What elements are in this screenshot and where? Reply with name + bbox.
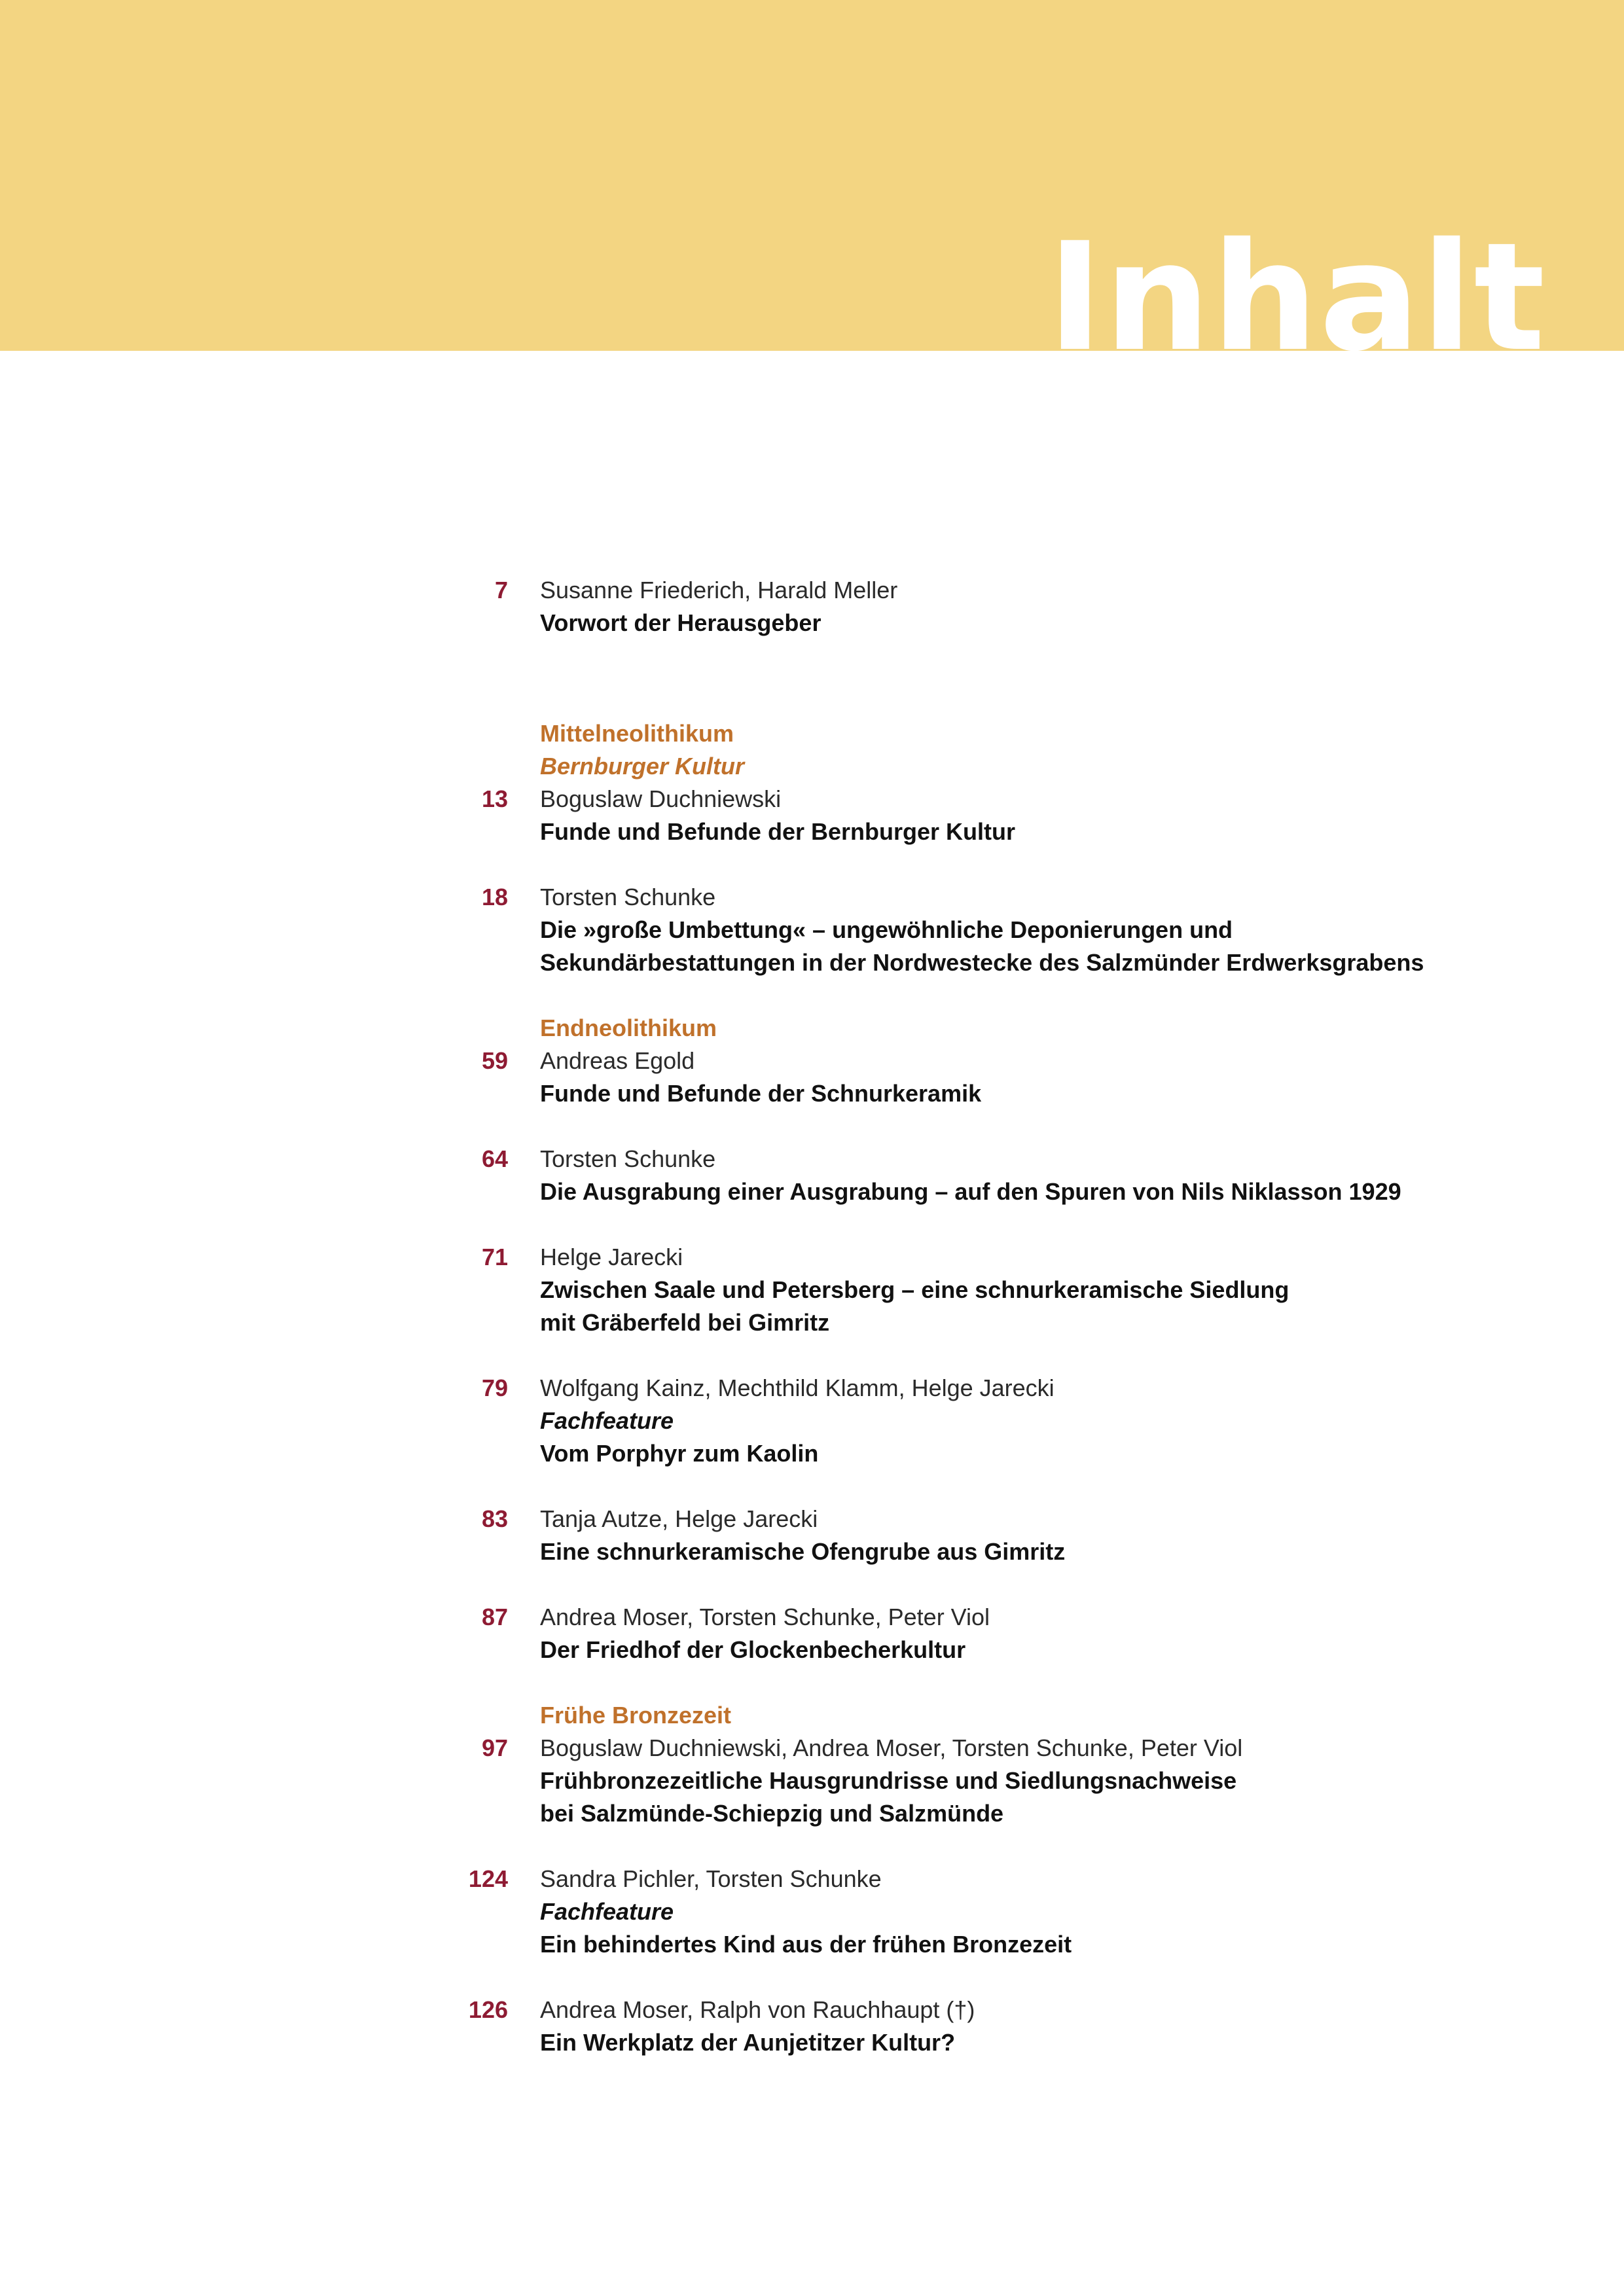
toc-title[interactable]: Vorwort der Herausgeber [540, 609, 821, 636]
toc-section-heading: Frühe Bronzezeit [540, 1702, 732, 1729]
toc-page-number[interactable]: 7 [494, 577, 508, 603]
toc-section-heading: Mittelneolithikum [540, 720, 734, 747]
toc-author: Torsten Schunke [540, 884, 716, 910]
toc-author: Andrea Moser, Torsten Schunke, Peter Viol [540, 1604, 990, 1630]
toc-page-number[interactable]: 59 [481, 1047, 508, 1074]
toc-author: Tanja Autze, Helge Jarecki [540, 1505, 818, 1532]
toc-title[interactable]: Ein Werkplatz der Aunjetitzer Kultur? [540, 2029, 956, 2056]
toc-author: Andreas Egold [540, 1047, 695, 1074]
toc-author: Boguslaw Duchniewski, Andrea Moser, Torsten Schunke, Peter Viol [540, 1734, 1243, 1761]
toc-title[interactable]: Der Friedhof der Glockenbecherkultur [540, 1636, 966, 1663]
toc-feature-label: Fachfeature [540, 1898, 674, 1925]
toc-author: Sandra Pichler, Torsten Schunke [540, 1865, 882, 1892]
header-band [0, 0, 1624, 351]
toc-author: Boguslaw Duchniewski [540, 785, 782, 812]
toc-title[interactable]: Die »große Umbettung« – ungewöhnliche Deponierungen und [540, 916, 1233, 943]
toc-author: Helge Jarecki [540, 1244, 683, 1270]
toc-title[interactable]: Funde und Befunde der Schnurkeramik [540, 1080, 982, 1107]
toc-page-number[interactable]: 79 [481, 1374, 508, 1401]
toc-page-number[interactable]: 18 [481, 884, 508, 910]
toc-title[interactable]: Zwischen Saale und Petersberg – eine schnurkeramische Siedlung [540, 1276, 1290, 1303]
toc-page-number[interactable]: 97 [481, 1734, 508, 1761]
toc-title[interactable]: Ein behindertes Kind aus der frühen Bronzezeit [540, 1931, 1072, 1958]
toc-page-number[interactable]: 87 [481, 1604, 508, 1630]
toc-subsection-heading: Bernburger Kultur [540, 753, 745, 780]
toc-author: Andrea Moser, Ralph von Rauchhaupt (†) [540, 1996, 975, 2023]
toc-page-number[interactable]: 126 [468, 1996, 508, 2023]
toc-author: Torsten Schunke [540, 1145, 716, 1172]
toc-section-heading: Endneolithikum [540, 1014, 717, 1041]
toc-author: Susanne Friederich, Harald Meller [540, 577, 898, 603]
toc-title-continued[interactable]: mit Gräberfeld bei Gimritz [540, 1309, 830, 1336]
toc-title[interactable]: Eine schnurkeramische Ofengrube aus Gimritz [540, 1538, 1066, 1565]
toc-author: Wolfgang Kainz, Mechthild Klamm, Helge Jarecki [540, 1374, 1055, 1401]
toc-title-continued[interactable]: bei Salzmünde-Schiepzig und Salzmünde [540, 1800, 1004, 1827]
toc-title[interactable]: Funde und Befunde der Bernburger Kultur [540, 818, 1015, 845]
toc-feature-label: Fachfeature [540, 1407, 674, 1434]
toc-page-number[interactable]: 71 [481, 1244, 508, 1270]
toc-page-number[interactable]: 64 [481, 1145, 508, 1172]
toc-title-continued[interactable]: Sekundärbestattungen in der Nordwestecke des Salzmünder Erdwerksgrabens [540, 949, 1424, 976]
page-title: Inhalt [1047, 210, 1547, 351]
toc-page-number[interactable]: 83 [481, 1505, 508, 1532]
toc-title[interactable]: Frühbronzezeitliche Hausgrundrisse und Siedlungsnachweise [540, 1767, 1237, 1794]
toc-title[interactable]: Vom Porphyr zum Kaolin [540, 1440, 819, 1467]
toc-page-number[interactable]: 13 [481, 785, 508, 812]
toc-title[interactable]: Die Ausgrabung einer Ausgrabung – auf den Spuren von Nils Niklasson 1929 [540, 1178, 1401, 1205]
toc-page-number[interactable]: 124 [468, 1865, 508, 1892]
